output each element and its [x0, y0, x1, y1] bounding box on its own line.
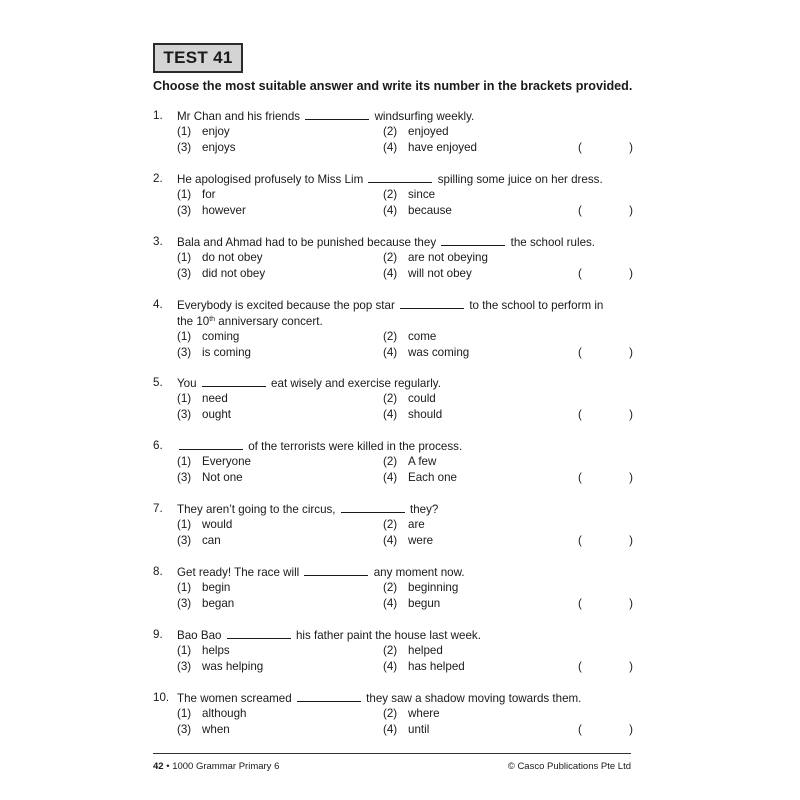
- option-text: could: [408, 392, 436, 405]
- option-text: A few: [408, 455, 437, 468]
- footer-separator: •: [166, 761, 170, 772]
- option-text: enjoys: [202, 141, 236, 154]
- bracket-close: ): [629, 723, 633, 736]
- bracket-close: ): [629, 346, 633, 359]
- question-stem-line: [177, 438, 632, 455]
- option-number: (3): [177, 267, 192, 280]
- option-number: (3): [177, 346, 192, 359]
- question-number: 10.: [153, 691, 170, 704]
- option-text: is coming: [202, 346, 251, 359]
- answer-option: [383, 391, 436, 407]
- stem-text-before: Everybody is excited because the pop star: [177, 299, 395, 312]
- answer-option: [383, 470, 457, 486]
- option-text: Each one: [408, 471, 457, 484]
- option-text: have enjoyed: [408, 141, 477, 154]
- answer-option: [383, 266, 472, 282]
- option-text: begin: [202, 581, 231, 594]
- bracket-close: ): [629, 471, 633, 484]
- book-title: 1000 Grammar Primary 6: [172, 761, 280, 772]
- question-number: 8.: [153, 565, 163, 578]
- bracket-open: (: [578, 660, 582, 673]
- answer-option: [383, 329, 436, 345]
- option-text: helped: [408, 644, 443, 657]
- answer-option: [177, 643, 230, 659]
- question-stem-line: [177, 627, 632, 644]
- footer-copyright: © Casco Publications Pte Ltd: [507, 761, 631, 772]
- answer-option: [383, 533, 433, 549]
- footer-book-info: [153, 761, 279, 772]
- answer-option: [383, 596, 440, 612]
- option-number: (4): [383, 471, 398, 484]
- bracket-close: ): [629, 408, 633, 421]
- option-text: begun: [408, 597, 441, 610]
- bracket-close: ): [629, 597, 633, 610]
- answer-option: [383, 345, 469, 361]
- bracket-open: (: [578, 204, 582, 217]
- answer-option: [177, 203, 246, 219]
- answer-bracket[interactable]: [578, 659, 633, 675]
- option-number: (1): [177, 392, 192, 405]
- option-number: (1): [177, 188, 192, 201]
- question-stem-line: [177, 690, 632, 707]
- question-stem-line: [177, 314, 632, 330]
- option-text: since: [408, 188, 436, 201]
- option-text: Not one: [202, 471, 243, 484]
- bracket-close: ): [629, 534, 633, 547]
- answer-option: [177, 596, 234, 612]
- bracket-open: (: [578, 408, 582, 421]
- stem-text-before: Get ready! The race will: [177, 566, 300, 579]
- option-number: (4): [383, 141, 398, 154]
- answer-option: [177, 250, 263, 266]
- answer-option: [177, 407, 231, 423]
- option-number: (2): [383, 518, 398, 531]
- option-number: (4): [383, 723, 398, 736]
- answer-bracket[interactable]: [578, 203, 633, 219]
- answer-option: [177, 722, 230, 738]
- answer-blank: [305, 108, 369, 120]
- question-stem-line: [177, 108, 632, 125]
- bracket-open: (: [578, 534, 582, 547]
- question-stem: [177, 501, 632, 518]
- question-stem-line: [177, 501, 632, 518]
- stem-text-after: they?: [410, 503, 439, 516]
- answer-option: [177, 659, 263, 675]
- question-number: 1.: [153, 109, 163, 122]
- question-stem-line: [177, 171, 632, 188]
- option-text: coming: [202, 330, 240, 343]
- stem-text-after: to the school to perform in: [469, 299, 604, 312]
- question-number: 6.: [153, 439, 163, 452]
- option-number: (1): [177, 581, 192, 594]
- question-stem: [177, 627, 632, 644]
- option-text: are not obeying: [408, 251, 488, 264]
- ordinal-suffix: th: [209, 315, 216, 323]
- question-stem-line: [177, 234, 632, 251]
- bracket-open: (: [578, 346, 582, 359]
- question-stem-line: [177, 375, 632, 392]
- option-text: when: [202, 723, 230, 736]
- option-text: was coming: [408, 346, 470, 359]
- question-stem: [177, 438, 632, 455]
- option-number: (2): [383, 125, 398, 138]
- answer-option: [177, 706, 246, 722]
- option-text: would: [202, 518, 233, 531]
- option-text: for: [202, 188, 216, 201]
- stem-text-after: his father paint the house last week.: [295, 629, 481, 642]
- option-number: (2): [383, 581, 398, 594]
- option-number: (2): [383, 330, 398, 343]
- option-number: (4): [383, 204, 398, 217]
- bracket-open: (: [578, 267, 582, 280]
- bracket-open: (: [578, 597, 582, 610]
- answer-blank: [400, 297, 464, 309]
- answer-bracket[interactable]: [578, 533, 633, 549]
- answer-bracket[interactable]: [578, 596, 633, 612]
- test-title: TEST 41: [163, 48, 233, 67]
- stem-text-after: of the terrorists were killed in the process.: [248, 440, 463, 453]
- stem-text-before: They aren’t going to the circus,: [177, 503, 336, 516]
- answer-option: [383, 517, 425, 533]
- question-stem: [177, 297, 632, 330]
- answer-bracket[interactable]: [578, 407, 633, 423]
- question-number: 4.: [153, 298, 163, 311]
- stem-text-after: the school rules.: [510, 236, 596, 249]
- answer-blank: [297, 690, 361, 702]
- answer-bracket[interactable]: [578, 345, 633, 361]
- stem-text-before: Mr Chan and his friends: [177, 110, 301, 123]
- option-text: until: [408, 723, 430, 736]
- option-text: however: [202, 204, 246, 217]
- option-number: (3): [177, 408, 192, 421]
- option-text: are: [408, 518, 425, 531]
- stem-text-before: The women screamed: [177, 692, 292, 705]
- answer-bracket[interactable]: [578, 722, 633, 738]
- answer-option: [383, 407, 442, 423]
- option-number: (2): [383, 455, 398, 468]
- stem-text-after: eat wisely and exercise regularly.: [271, 377, 441, 390]
- question-number: 3.: [153, 235, 163, 248]
- answer-option: [177, 140, 236, 156]
- question-stem: [177, 375, 632, 392]
- answer-option: [177, 266, 265, 282]
- question-stem-line: [177, 564, 632, 581]
- bracket-open: (: [578, 723, 582, 736]
- bracket-close: ): [629, 267, 633, 280]
- answer-option: [383, 580, 458, 596]
- question-stem: [177, 564, 632, 581]
- footer-divider: [153, 753, 631, 754]
- option-number: (2): [383, 392, 398, 405]
- option-text: has helped: [408, 660, 465, 673]
- stem-text-after: windsurfing weekly.: [374, 110, 475, 123]
- answer-option: [177, 533, 221, 549]
- stem-text-continued: anniversary concert.: [215, 314, 323, 328]
- answer-option: [177, 329, 239, 345]
- page-number: 42: [153, 761, 164, 772]
- option-number: (3): [177, 471, 192, 484]
- option-text: enjoy: [202, 125, 230, 138]
- option-text: Everyone: [202, 455, 251, 468]
- option-text: although: [202, 707, 247, 720]
- question-number: 9.: [153, 628, 163, 641]
- option-text: helps: [202, 644, 230, 657]
- test-title-box: [153, 43, 243, 73]
- option-text: began: [202, 597, 235, 610]
- bracket-open: (: [578, 141, 582, 154]
- answer-option: [383, 706, 440, 722]
- question-stem: [177, 108, 632, 125]
- answer-option: [383, 722, 429, 738]
- option-text: enjoyed: [408, 125, 449, 138]
- stem-text-after: they saw a shadow moving towards them.: [366, 692, 582, 705]
- option-number: (4): [383, 267, 398, 280]
- option-number: (2): [383, 188, 398, 201]
- stem-text-before: You: [177, 377, 197, 390]
- option-number: (3): [177, 597, 192, 610]
- option-number: (1): [177, 707, 192, 720]
- answer-blank: [227, 627, 291, 639]
- answer-option: [177, 187, 216, 203]
- question-stem: [177, 171, 632, 188]
- option-number: (1): [177, 330, 192, 343]
- question-number: 2.: [153, 172, 163, 185]
- answer-option: [177, 517, 232, 533]
- option-number: (4): [383, 597, 398, 610]
- option-text: do not obey: [202, 251, 263, 264]
- option-text: where: [408, 707, 440, 720]
- answer-option: [383, 454, 436, 470]
- option-number: (3): [177, 141, 192, 154]
- stem-text-before: Bala and Ahmad had to be punished because they: [177, 236, 437, 249]
- question-number: 5.: [153, 376, 163, 389]
- bracket-open: (: [578, 471, 582, 484]
- option-number: (1): [177, 644, 192, 657]
- option-text: was helping: [202, 660, 264, 673]
- answer-option: [177, 345, 251, 361]
- answer-option: [383, 140, 477, 156]
- answer-option: [383, 643, 443, 659]
- option-number: (4): [383, 408, 398, 421]
- question-stem-line: [177, 297, 632, 314]
- answer-blank: [304, 564, 368, 576]
- answer-option: [177, 470, 243, 486]
- option-text: ought: [202, 408, 232, 421]
- answer-blank: [368, 171, 432, 183]
- option-number: (1): [177, 125, 192, 138]
- option-number: (4): [383, 346, 398, 359]
- stem-text-after: spilling some juice on her dress.: [437, 173, 603, 186]
- answer-option: [383, 659, 465, 675]
- stem-text-continued: the 10: [177, 314, 210, 328]
- question-stem: [177, 234, 632, 251]
- bracket-close: ): [629, 204, 633, 217]
- option-text: can: [202, 534, 221, 547]
- stem-text-before: Bao Bao: [177, 629, 222, 642]
- option-number: (1): [177, 251, 192, 264]
- option-text: should: [408, 408, 443, 421]
- option-number: (4): [383, 660, 398, 673]
- option-text: come: [408, 330, 437, 343]
- answer-bracket[interactable]: [578, 266, 633, 282]
- option-number: (1): [177, 518, 192, 531]
- option-number: (4): [383, 534, 398, 547]
- option-text: were: [408, 534, 434, 547]
- option-number: (2): [383, 251, 398, 264]
- option-number: (1): [177, 455, 192, 468]
- answer-option: [383, 203, 452, 219]
- option-number: (3): [177, 534, 192, 547]
- option-text: beginning: [408, 581, 459, 594]
- answer-blank: [202, 375, 266, 387]
- option-number: (2): [383, 707, 398, 720]
- answer-bracket[interactable]: [578, 140, 633, 156]
- option-text: need: [202, 392, 228, 405]
- option-number: (3): [177, 204, 192, 217]
- stem-text-after: any moment now.: [373, 566, 465, 579]
- option-number: (3): [177, 723, 192, 736]
- answer-option: [383, 124, 449, 140]
- option-text: because: [408, 204, 452, 217]
- option-number: (3): [177, 660, 192, 673]
- answer-option: [383, 187, 435, 203]
- answer-option: [177, 580, 230, 596]
- question-number: 7.: [153, 502, 163, 515]
- bracket-close: ): [629, 141, 633, 154]
- question-stem: [177, 690, 632, 707]
- bracket-close: ): [629, 660, 633, 673]
- option-text: did not obey: [202, 267, 266, 280]
- answer-blank: [341, 501, 405, 513]
- answer-blank: [179, 438, 243, 450]
- answer-bracket[interactable]: [578, 470, 633, 486]
- option-number: (2): [383, 644, 398, 657]
- answer-blank: [441, 234, 505, 246]
- answer-option: [177, 454, 251, 470]
- answer-option: [177, 391, 228, 407]
- option-text: will not obey: [408, 267, 472, 280]
- answer-option: [383, 250, 488, 266]
- answer-option: [177, 124, 230, 140]
- stem-text-before: He apologised profusely to Miss Lim: [177, 173, 364, 186]
- instruction-text: Choose the most suitable answer and write its number in the brackets provided.: [153, 79, 633, 93]
